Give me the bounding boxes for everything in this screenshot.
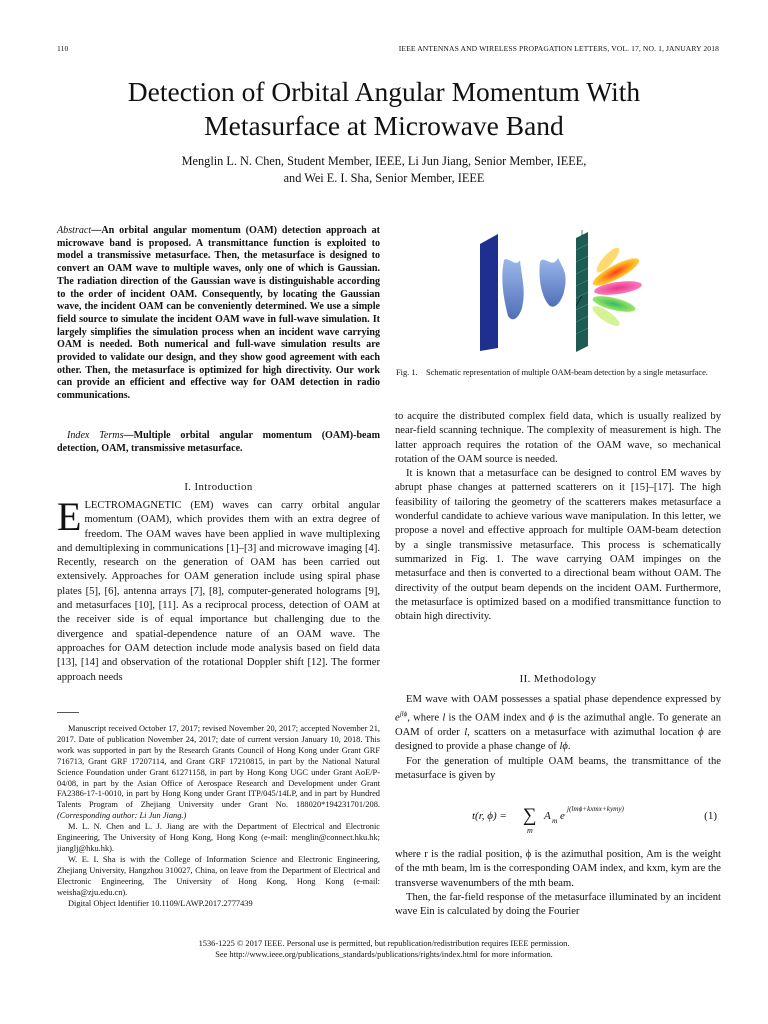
footnote-affiliation-2: W. E. I. Sha is with the College of Information Science and Electronic Engineering, Zhejiang University, Hangzhou 310027, China, on leave from the Department of Electrical and Electronic Engineering, The University of Hong Kong, Hong Kong (e-mail: weisha@zju.edu.cn). <box>57 854 380 897</box>
section-2-continued <box>395 848 721 919</box>
section-2-heading: II. Methodology <box>519 673 597 685</box>
figure-1-schematic <box>476 230 642 354</box>
copyright-line-2: See http://www.ieee.org/publications_standards/publications/rights/index.html for more information. <box>215 950 553 960</box>
index-terms-lead: Index Terms <box>67 430 124 441</box>
right-paragraph-1: to acquire the distributed complex field data, which is usually realized by near-field scanning technique. The complexity of measurement is high. The latter approach requires the rotation of the OAM wave, so mechanical rotation of the OAM source is needed. <box>395 411 721 465</box>
methodology-paragraph-3: where r is the radial position, ϕ is the azimuthal position, Am is the weight of the mth beam, lm is the corresponding OAM index, and kxm, kym are the transverse wavenumbers of the mth beam. <box>395 849 721 889</box>
eq-amplitude-sub: m <box>552 816 558 825</box>
figure-1-caption <box>396 368 721 379</box>
journal-header: IEEE ANTENNAS AND WIRELESS PROPAGATION LETTERS, VOL. 17, NO. 1, JANUARY 2018 <box>398 44 719 53</box>
author-list <box>60 153 708 187</box>
figure-caption-text: Schematic representation of multiple OAM-beam detection by a single metasurface. <box>426 368 708 377</box>
oam-wave-2 <box>539 258 565 307</box>
eq-number: (1) <box>704 810 717 822</box>
abstract <box>57 225 380 403</box>
eq-sum-symbol: ∑ <box>523 805 537 826</box>
authors-line-2: and Wei E. I. Sha, Senior Member, IEEE <box>283 171 485 185</box>
title-line-2: Metasurface at Microwave Band <box>204 110 564 141</box>
footnote-corresponding: (Corresponding author: Li Jun Jiang.) <box>57 811 187 821</box>
copyright-line-1: 1536-1225 © 2017 IEEE. Personal use is permitted, but republication/redistribution requires IEEE permission. <box>198 939 570 948</box>
methodology-paragraph-2: For the generation of multiple OAM beams, the transmittance of the metasurface is given by <box>395 755 721 782</box>
abstract-text: —An orbital angular momentum (OAM) detection approach at microwave band is proposed. A transmittance function is exploited to model a transmissive metasurface. Then, the metasurface is designed to convert an OAM wave to multiple waves, only one of which is Gaussian. The radiation direction of the Gaussian wave is distinguishable according to the order of incident OAM. Consequently, by locating the Gaussian wave, the incident OAM can be conveniently determined. We use a simple field source to simulate the incident OAM wave in full-wave simulation. It largely simplifies the simulation process when an incident wave carrying OAM is needed. Both numerical and full-wave simulation results are provided to validate our design, and they show good agreement with each other. Then, the metasurface is optimized for high directivity. Our work can provide an efficient and effective way for OAM detection in radio communications. <box>57 225 380 402</box>
right-column-text <box>395 410 721 624</box>
section-1-body <box>57 494 380 685</box>
eq-amplitude: A <box>544 810 551 822</box>
eq-exponent: j(lmϕ+kxmx+kymy) <box>567 805 624 813</box>
eq-sum-index: m <box>527 826 533 835</box>
source-plate <box>480 234 498 351</box>
metasurface-panel <box>576 232 588 352</box>
methodology-paragraph-1: EM wave with OAM possesses a spatial phase dependence expressed by $e^{jl\phi}$, where l is the OAM index and ϕ is the azimuthal angle. To generate an OAM of order l, scatters on a metasurface with azimuthal location ϕ are designed to provide a phase change of lϕ. <box>395 694 722 753</box>
abstract-lead: Abstract <box>57 225 92 236</box>
eq-exp: e <box>560 810 565 822</box>
footnote-affiliation-1: M. L. N. Chen and L. J. Jiang are with the Department of Electrical and Electronic Engineering, The University of Hong Kong, Hong Kong (e-mail: menglin@connect.hku.hk; jianglj@hku.hk). <box>57 822 380 853</box>
page-number: 110 <box>57 44 69 53</box>
right-paragraph-2: It is known that a metasurface can be designed to control EM waves by abrupt phase changes at patterned scatterers on it [15]–[17]. The high feasibility of tailoring the geometry of the scatterers makes metasurface a wonderful candidate to achieve various wave manipulation. In this letter, we propose a novel and effective approach for multiple OAM-beam detection by a single transmissive metasurface. This process is schematically summarized in Fig. 1. The wave carrying OAM impinges on the metasurface and then is converted to a directional beam without OAM. The directivity of the output beam depends on the incident OAM. Furthermore, the metasurface is optimized based on a modified transmittance function to obtain high directivity. <box>395 468 721 623</box>
title-line-1: Detection of Orbital Angular Momentum With <box>127 76 641 107</box>
footnote-funding: Manuscript received October 17, 2017; revised November 20, 2017; accepted November 21, 2017. Date of publication November 24, 2017; date of current version January 10, 2018. This work was supported in part by the Research Grants Council of Hong Kong under Grant GRF 716713, Grant GRF 17207114, and Grant GRF 17210815, in part by the National Natural Science Foundation under Grant 61271158, in part by Hong Kong UGC under Grant AoE/P-04/08, in part by the Asian Office of Aerospace Research and Development under Grant FA2386-17-1-0010, in part by Hong Kong under Grant ITP/045/14LP, and in part by Hundred Talents Program of Zhejiang University under Grant No. 188020*194231701/208. <box>57 724 380 810</box>
footnote-manuscript <box>57 724 380 822</box>
eq-lhs: t(r, ϕ) = <box>472 810 507 822</box>
footnote-doi: Digital Object Identifier 10.1109/LAWP.2017.2777439 <box>68 898 253 908</box>
first-word: LECTROMAGNETIC <box>84 500 182 511</box>
index-terms <box>57 430 380 455</box>
oam-wave-1 <box>502 259 523 319</box>
footnote-rule <box>57 712 79 713</box>
intro-paragraph: (EM) waves can carry orbital angular momentum (OAM), which provides them with an extra degree of freedom. The OAM waves have been applied in wave multiplexing and demultiplexing in communications [1]–[3] and microwave imaging [4]. Recently, research on the generation of OAM has been carried out extensively. Approaches for OAM generation include using spiral phase plates [5], [6], antenna arrays [7], [8], computer-generated holograms [9], and metasurfaces [10], [11]. As a reciprocal process, detection of OAM at the receiver side is of equal importance but challenging due to the divergence and spatial-dependence nature of an OAM wave. The approaches for OAM detection include mode analysis based on field data [13], [14] and observation of the rotational Doppler shift [12]. The former approach needs <box>57 500 380 683</box>
methodology-paragraph-4: Then, the far-field response of the metasurface illuminated by an incident wave Ein is calculated by doing the Fourier <box>395 891 721 918</box>
copyright-notice <box>60 938 708 961</box>
section-2-body <box>395 693 721 783</box>
paper-title <box>60 75 708 143</box>
index-terms-text: —Multiple orbital angular momentum (OAM)-beam detection, OAM, transmissive metasurface. <box>57 430 380 454</box>
dropcap: E <box>57 494 82 539</box>
figure-label: Fig. 1. <box>396 368 418 377</box>
authors-line-1: Menglin L. N. Chen, Student Member, IEEE, Li Jun Jiang, Senior Member, IEEE, <box>181 154 587 168</box>
section-1-heading: I. Introduction <box>184 481 253 493</box>
footnotes <box>57 724 380 909</box>
